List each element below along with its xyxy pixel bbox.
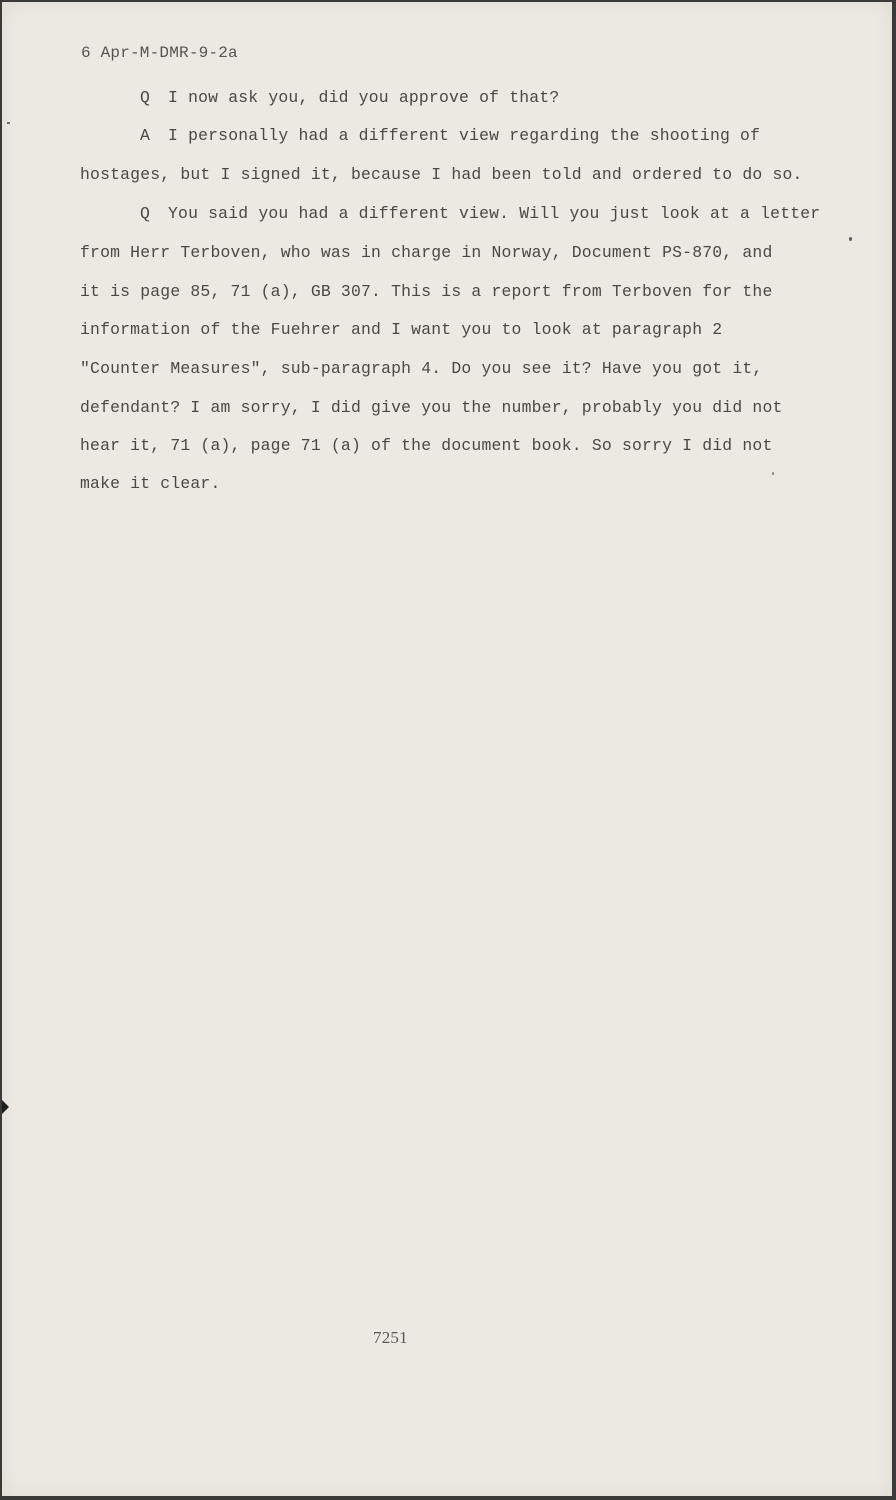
- speaker-label: Q: [140, 88, 151, 107]
- edge-mark: [7, 122, 10, 124]
- speaker-label: A: [140, 126, 151, 145]
- paragraph-line: defendant? I am sorry, I did give you the number, probably you did not: [80, 398, 783, 417]
- document-page: [2, 2, 892, 1496]
- paragraph-line: [140, 126, 760, 146]
- paragraph-line: make it clear.: [80, 474, 221, 493]
- speaker-label: Q: [140, 204, 151, 223]
- line-text: I now ask you, did you approve of that?: [168, 88, 560, 107]
- page-number: 7251: [373, 1328, 408, 1347]
- ink-speck: [772, 472, 774, 475]
- edge-mark: [2, 1100, 9, 1114]
- line-text: You said you had a different view. Will you just look at a letter: [168, 204, 821, 223]
- paragraph-line: [140, 204, 820, 224]
- paragraph-line: hear it, 71 (a), page 71 (a) of the document book. So sorry I did not: [80, 436, 773, 455]
- line-text: I personally had a different view regarding the shooting of: [168, 126, 761, 145]
- ink-speck: [849, 237, 852, 241]
- paragraph-line: it is page 85, 71 (a), GB 307. This is a report from Terboven for the: [80, 282, 773, 301]
- paragraph-line: "Counter Measures", sub-paragraph 4. Do you see it? Have you got it,: [80, 359, 763, 378]
- paragraph-line: [140, 88, 559, 108]
- document-reference: 6 Apr-M-DMR-9-2a: [81, 44, 238, 62]
- paragraph-line: hostages, but I signed it, because I had been told and ordered to do so.: [80, 165, 803, 184]
- paragraph-line: information of the Fuehrer and I want you to look at paragraph 2: [80, 320, 723, 339]
- paragraph-line: from Herr Terboven, who was in charge in Norway, Document PS-870, and: [80, 243, 773, 262]
